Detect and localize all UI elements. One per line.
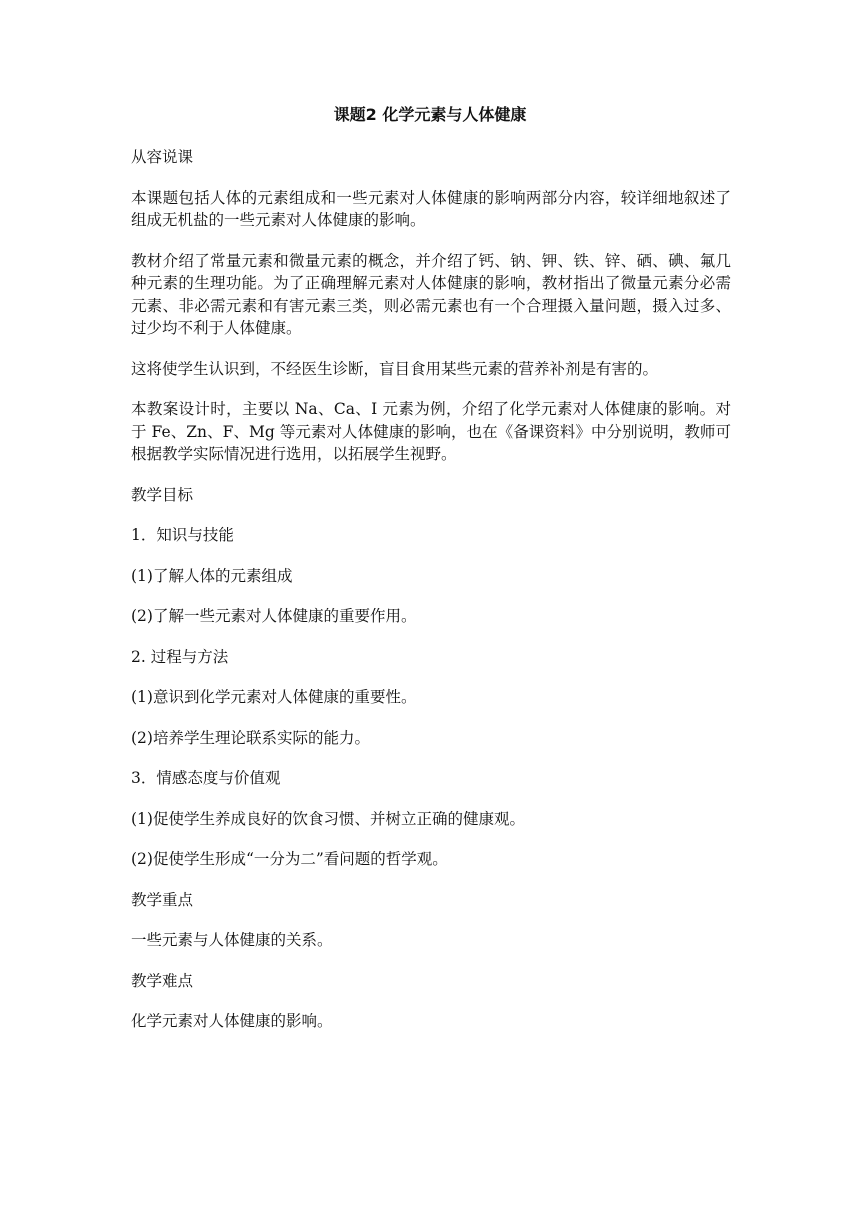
paragraph-overview: 本课题包括人体的元素组成和一些元素对人体健康的影响两部分内容，较详细地叙述了组成无机盐的一些元素对人体健康的影响。	[131, 188, 731, 229]
document-body	[131, 146, 731, 1051]
goal-item: (1)意识到化学元素对人体健康的重要性。	[131, 688, 417, 706]
goal-item: (2)促使学生形成“一分为二”看问题的哲学观。	[131, 850, 448, 868]
goal-item: (1)促使学生养成良好的饮食习惯、并树立正确的健康观。	[131, 809, 525, 828]
paragraph-design: 本教案设计时，主要以 Na、Ca、I 元素为例，介绍了化学元素对人体健康的影响。对于 Fe、Zn、F、Mg 等元素对人体健康的影响，也在《备课资料》中分别说明，教师可根据教学实际情况进行选用，以拓展学生视野。	[131, 400, 731, 463]
section-heading-goals: 教学目标	[131, 485, 194, 504]
document-title: 课题2 化学元素与人体健康	[333, 105, 527, 124]
paragraph-difficulties: 化学元素对人体健康的影响。	[131, 1012, 333, 1030]
section-heading-intro: 从容说课	[131, 148, 194, 166]
goal-item: (2)了解一些元素对人体健康的重要作用。	[131, 607, 417, 625]
section-heading-key-points: 教学重点	[131, 890, 194, 909]
goal-heading-knowledge: 1．知识与技能	[131, 526, 234, 544]
goal-item: (1)了解人体的元素组成	[131, 566, 293, 585]
paragraph-key-points: 一些元素与人体健康的关系。	[131, 931, 333, 949]
paragraph-textbook: 教材介绍了常量元素和微量元素的概念，并介绍了钙、钠、钾、铁、锌、硒、碘、氟几种元素的生理功能。为了正确理解元素对人体健康的影响，教材指出了微量元素分必需元素、非必需元素和有害元素三类，则必需元素也有一个合理摄入量问题，摄入过多、过少均不利于人体健康。	[131, 251, 731, 337]
goal-heading-process: 2. 过程与方法	[131, 647, 229, 666]
goal-item: (2)培养学生理论联系实际的能力。	[131, 728, 370, 747]
section-heading-difficulties: 教学难点	[131, 971, 194, 990]
paragraph-awareness: 这将使学生认识到，不经医生诊断，盲目食用某些元素的营养补剂是有害的。	[131, 359, 659, 378]
goal-heading-attitude: 3．情感态度与价值观	[131, 769, 281, 787]
